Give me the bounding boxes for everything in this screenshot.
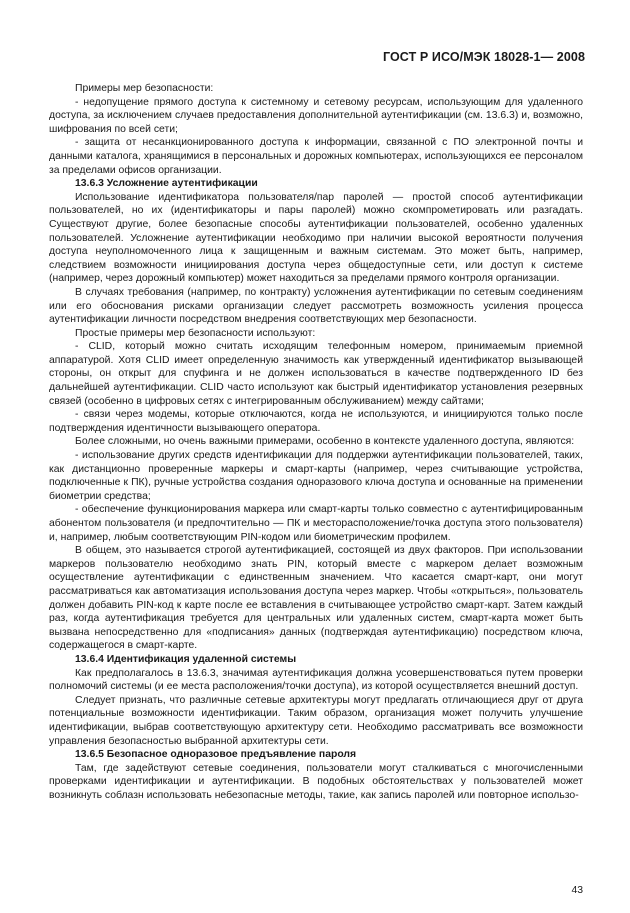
section-heading-13-6-4: 13.6.4 Идентификация удаленной системы [75,653,297,665]
paragraph: Как предполагалось в 13.6.3, значимая аутентификация должна усовершенствоваться путем проверки полномочий системы (и ее места расположения/точки доступа), из которой осуществляется внешний доступ. [49,667,583,693]
list-item: - недопущение прямого доступа к системному и сетевому ресурсам, использующим для удаленного доступа, за исключением случаев предоставления дополнительной аутентификации (см. 13.6.3) и, возможно, шифрования по всей сети; [49,96,583,135]
paragraph: Следует признать, что различные сетевые архитектуры могут предлагать отличающиеся друг от друга потенциальные возможности идентификации. Таким образом, организация может получить улучшение идентификации, выбрав соответствующую архитектуру сети. Необходимо рассматривать все возможности управления безопасностью выбранной архитектуры сети. [49,694,583,747]
paragraph: В общем, это называется строгой аутентификацией, состоящей из двух факторов. При использовании маркеров пользователю необходимо знать PIN, который вместе с маркером делает возможным осуществление аутентификации с единственным значением. Что касается смарт-карт, они могут рассматриваться как автоматизация использования доступа через маркер. Чтобы «открыться», пользователь должен добавить PIN-код к карте после ее вставления в считывающее устройство смарт-карт. Затем каждый раз, когда аутентификация требуется для центральных или удаленных систем, смарт-карта может быть вызвана непосредственно для «подписания» данных (подтверждая аутентификацию) посредством ключа, содержащегося в смарт-карте. [49,545,583,652]
list-item: - обеспечение функционирования маркера или смарт-карты только совместно с аутентифицированным абонентом пользователя (и предпочтительно — ПК и месторасположение/точка доступа этого пользователя) и, например, любым соответствующим PIN-кодом или биометрическим профилем. [49,504,583,543]
paragraph: Примеры мер безопасности: [75,83,214,94]
section-heading-13-6-3: 13.6.3 Усложнение аутентификации [75,178,258,190]
section-heading-13-6-5: 13.6.5 Безопасное одноразовое предъявление пароля [75,749,357,761]
list-item: - защита от несанкционированного доступа к информации, связанной с ПО электронной почты и данными каталога, хранящимися в персональных и дорожных компьютерах, использующихся ее персоналом за пределами офисов организации. [49,137,583,176]
paragraph: В случаях требования (например, по контракту) усложнения аутентификации по сетевым соединениям или его обоснования рисками организации следует рассмотреть возможность усиления процесса аутентификации личности посредством внедрения соответствующих мер безопасности. [49,286,583,326]
paragraph: Простые примеры мер безопасности используют: [75,327,316,339]
document-header: ГОСТ Р ИСО/МЭК 18028-1— 2008 [382,50,585,64]
paragraph: Использование идентификатора пользователя/пар паролей — простой способ аутентификации пользователей, но их (идентификаторы и пары паролей) можно скомпрометировать или разгадать. Существуют другие, более безопасные способы аутентификации пользователей, особенно удаленных пользователей. Усложнение аутентификации необходимо при наличии высокой вероятности получения доступа неуполномоченного лица к защищенным и важным системам. Это может быть, например, следствием возможности инициирования доступа через общедоступные сети, или доступ к системе (например, через дорожный компьютер) может находиться за пределами прямого контроля организации. [49,191,583,285]
document-body [49,82,583,802]
list-item: - связи через модемы, которые отключаются, когда не используются, и инициируются только после подтверждения идентичности вызывающего оператора. [49,409,583,434]
list-item: - использование других средств идентификации для поддержки аутентификации пользователей, таких, как дистанционно проверенные маркеры и смарт-карты (например, через считывающие устройства, подключенные к ПК), ручные устройства создания одноразового ключа доступа и основанные на применении биометрии средства; [49,450,583,502]
paragraph: Там, где задействуют сетевые соединения, пользователи могут сталкиваться с многочисленными проверками идентификации и аутентификации. В подобных обстоятельствах у пользователей может возникнуть соблазн использовать небезопасные методы, такие, как запись паролей или повторное использо- [49,762,583,801]
paragraph: Более сложными, но очень важными примерами, особенно в контексте удаленного доступа, являются: [75,436,575,448]
page-number: 43 [571,885,583,896]
list-item: - CLID, который можно считать исходящим телефонным номером, принимаемым приемной аппаратурой. Хотя CLID имеет определенную значимость как утвержденный идентификатор вызывающей стороны, он открыт для спуфинга и не должен использоваться в качестве подтвержденного ID без дальнейшей аутентификации. CLID часто используют как быстрый идентификатор установления резервных связей (особенно в цифровых сетях с интегрированным обслуживанием) между сайтами; [49,341,583,407]
